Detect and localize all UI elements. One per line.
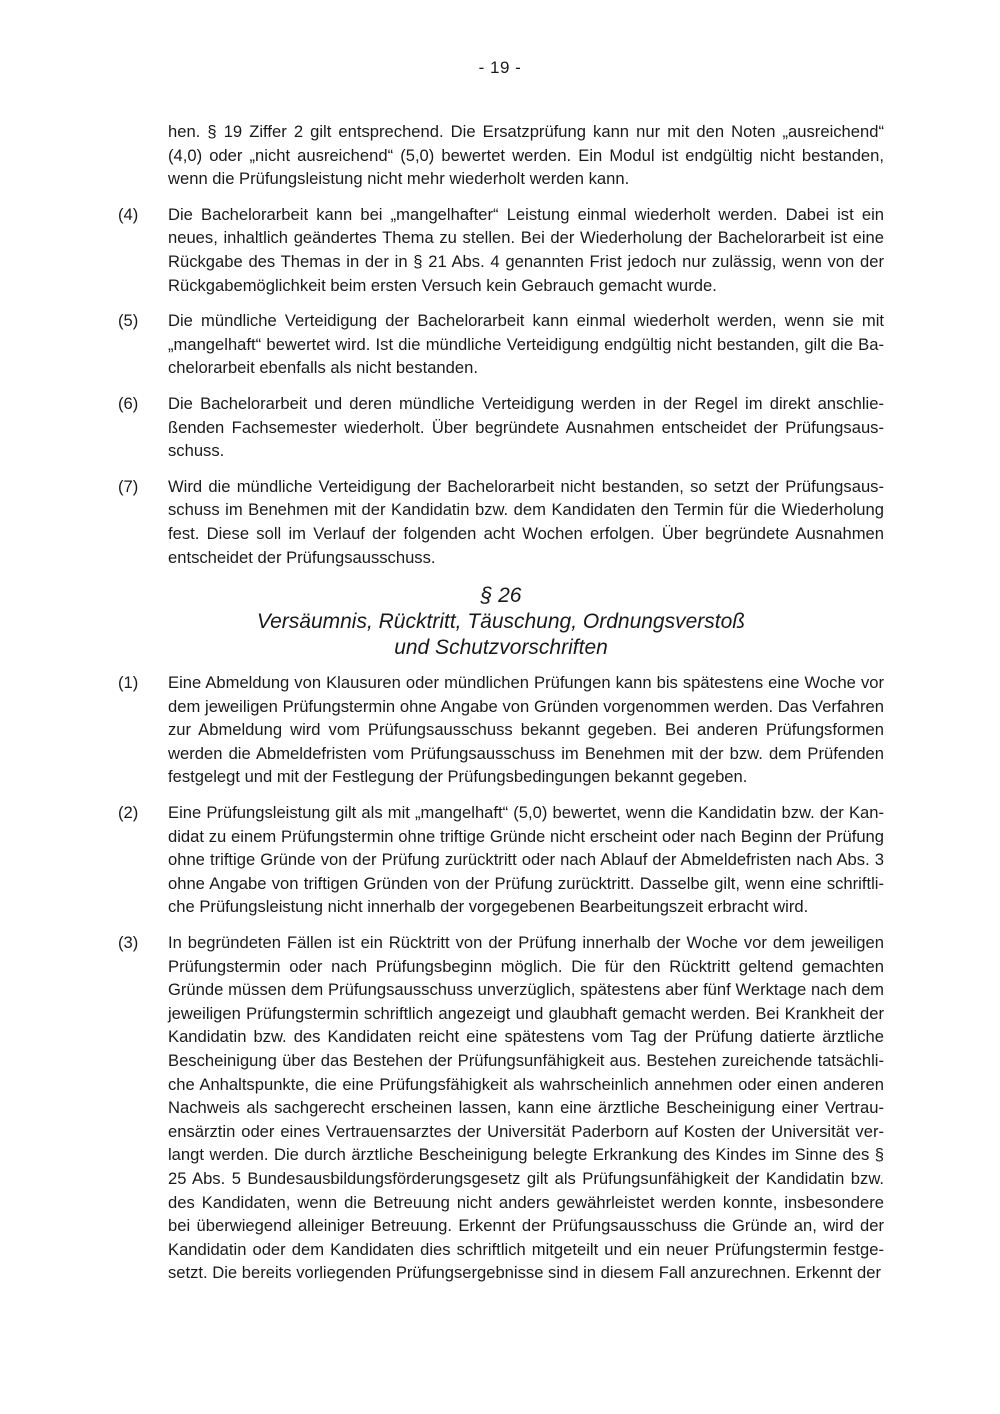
paragraph-number: (6) xyxy=(118,393,139,413)
page-number: - 19 - xyxy=(478,58,522,77)
paragraph-text: Die mündliche Verteidigung der Bachelorarbeit kann einmal wiederholt werden, wenn sie mit „mangelhaft“ bewertet wird. Ist die mündliche Verteidigung endgültig nicht bestanden, gilt die Bachelorarbeit ebenfalls als nicht bestanden. xyxy=(168,311,884,378)
numbered-paragraph xyxy=(118,931,884,1285)
paragraph-number: (5) xyxy=(118,311,139,331)
paragraph-number: (4) xyxy=(118,204,139,224)
section-title-line-2: und Schutzvorschriften xyxy=(394,636,608,660)
numbered-paragraph xyxy=(118,309,884,380)
paragraph-number: (2) xyxy=(118,803,139,823)
paragraph-text: Die Bachelorarbeit und deren mündliche Verteidigung werden in der Regel im direkt anschließenden Fachsemester wiederholt. Über begründete Ausnahmen entscheidet der Prüfungsausschuss. xyxy=(168,393,884,461)
section-title-line-1: Versäumnis, Rücktritt, Täuschung, Ordnungsverstoß xyxy=(256,610,746,634)
section-heading xyxy=(118,583,884,661)
continuation-paragraph: hen. § 19 Ziffer 2 gilt entsprechend. Die Ersatzprüfung kann nur mit den Noten „ausreichend“ (4,0) oder „nicht ausreichend“ (5,0) bewertet werden. Ein Modul ist endgültig nicht bestanden, wenn die Prüfungsleistung nicht mehr wiederholt werden kann. xyxy=(168,122,884,189)
section-number: § 26 xyxy=(480,584,522,608)
paragraph-text: Eine Prüfungsleistung gilt als mit „mangelhaft“ (5,0) bewertet, wenn die Kandidatin bzw. der Kandidat zu einem Prüfungstermin ohne triftige Gründe nicht erscheint oder nach Beginn der Prüfung ohne triftige Gründe von der Prüfung zurücktritt oder nach Ablauf der Abmeldefristen nach Abs. 3 ohne Angabe von triftigen Gründen von der Prüfung zurücktritt. Dasselbe gilt, wenn eine schriftliche Prüfungsleistung nicht innerhalb der vorgegebenen Bearbeitungszeit erbracht wird. xyxy=(168,803,884,917)
paragraph-list-after-section xyxy=(118,671,884,1285)
numbered-paragraph xyxy=(118,203,884,297)
numbered-paragraph xyxy=(118,671,884,789)
paragraph-number: (3) xyxy=(118,933,139,953)
paragraph-text: Wird die mündliche Verteidigung der Bachelorarbeit nicht bestanden, so setzt der Prüfungsausschuss im Benehmen mit der Kandidatin bzw. dem Kandidaten den Termin für die Wiederholung fest. Diese soll im Verlauf der folgenden acht Wochen erfolgen. Über begründete Ausnahmen entscheidet der Prüfungsausschuss. xyxy=(168,476,884,567)
numbered-paragraph xyxy=(118,801,884,919)
paragraph-text: In begründeten Fällen ist ein Rücktritt von der Prüfung innerhalb der Woche vor dem jeweiligen Prüfungstermin oder nach Prüfungsbeginn möglich. Die für den Rücktritt geltend gemachten Gründe müssen dem Prüfungsausschuss unverzüglich, spätestens aber fünf Werktage nach dem jeweiligen Prüfungstermin schriftlich angezeigt und glaubhaft gemacht werden. Bei Krankheit der Kandidatin bzw. des Kandidaten reicht eine spätestens vom Tag der Prüfung datierte ärztliche Bescheinigung über das Bestehen der Prüfungsunfähigkeit aus. Bestehen zureichende tatsächliche Anhaltspunkte, die eine Prüfungsfähigkeit als wahrscheinlich annehmen oder einen anderen Nachweis als sachgerecht erscheinen lassen, kann eine ärztliche Bescheinigung einer Vertrauensärztin oder eines Vertrauensarztes der Universität Paderborn auf Kosten der Universität verlangt werden. Die durch ärztliche Bescheinigung belegte Erkrankung des Kindes im Sinne des § 25 Abs. 5 Bundesausbildungsförderungsgesetz gilt als Prüfungsunfähigkeit der Kandidatin bzw. des Kandidaten, wenn die Betreuung nicht anders gewährleistet werden konnte, insbesondere bei überwiegend alleiniger Betreuung. Erkennt der Prüfungsausschuss die Gründe an, wird der Kandidatin oder dem Kandidaten dies schriftlich mitgeteilt und ein neuer Prüfungstermin festgesetzt. Die bereits vorliegenden Prüfungsergebnisse sind in diesem Fall anzurechnen. Erkennt der xyxy=(168,933,884,1283)
paragraph-number: (1) xyxy=(118,673,139,693)
document-body xyxy=(118,120,884,1297)
paragraph-number: (7) xyxy=(118,476,139,496)
numbered-paragraph xyxy=(118,475,884,569)
paragraph-text: Die Bachelorarbeit kann bei „mangelhafter“ Leistung einmal wiederholt werden. Dabei ist ein neues, inhaltlich geändertes Thema zu stellen. Bei der Wiederholung der Bachelorarbeit ist eine Rückgabe des Themas in der in § 21 Abs. 4 genannten Frist jedoch nur zulässig, wenn von der Rückgabemöglichkeit beim ersten Versuch kein Gebrauch gemacht wurde. xyxy=(168,204,884,295)
paragraph-text: Eine Abmeldung von Klausuren oder mündlichen Prüfungen kann bis spätestens eine Woche vor dem jeweiligen Prüfungstermin ohne Angabe von Gründen vorgenommen werden. Das Verfahren zur Abmeldung wird vom Prüfungsausschuss bekannt gegeben. Bei anderen Prüfungsformen werden die Abmeldefristen vom Prüfungsausschuss im Benehmen mit der bzw. dem Prüfenden festgelegt und mit der Festlegung der Prüfungsbedingungen bekannt gegeben. xyxy=(168,673,884,787)
paragraph-list-before-section xyxy=(118,203,884,569)
numbered-paragraph xyxy=(118,392,884,463)
